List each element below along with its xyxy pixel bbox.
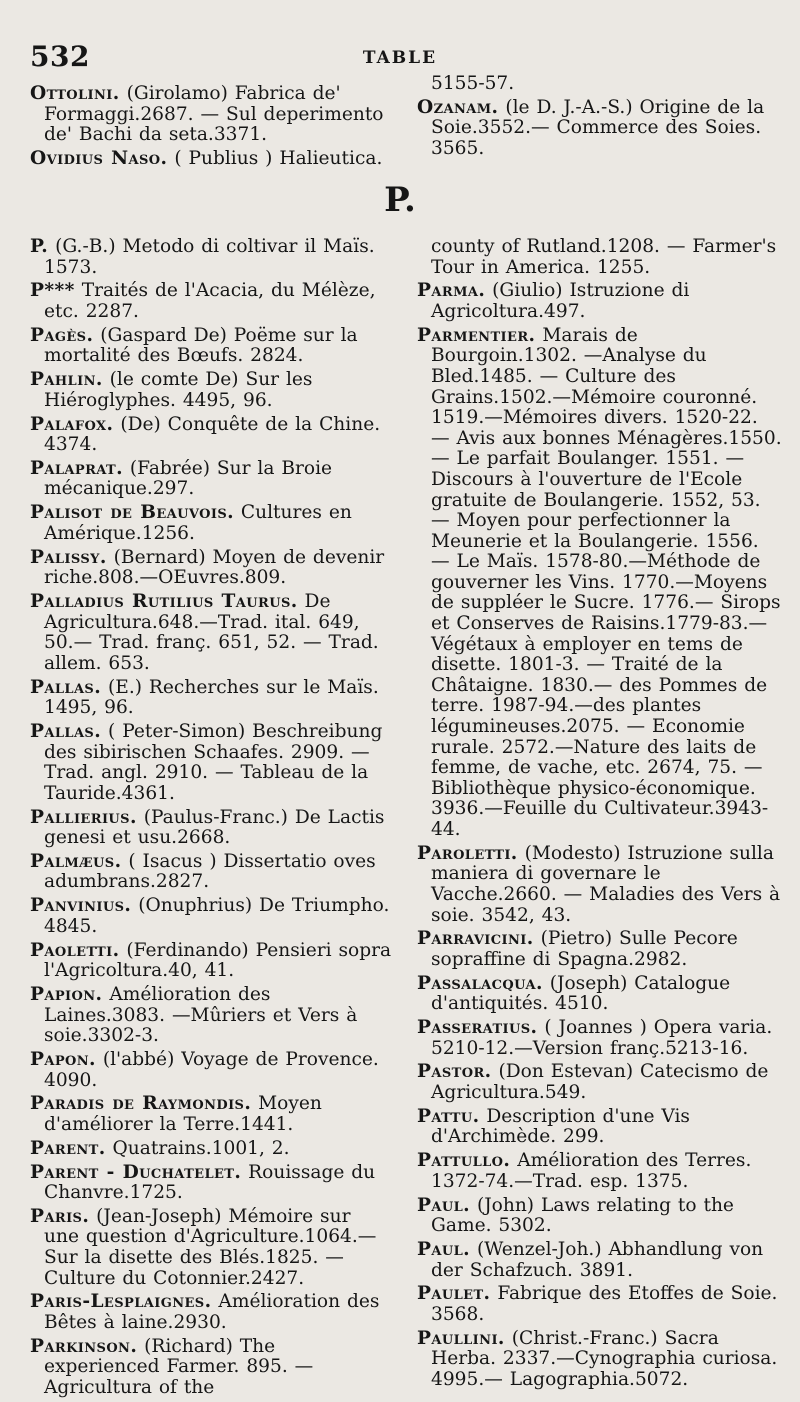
entry-author: P. (30, 236, 49, 257)
index-entry (30, 896, 392, 937)
index-entry (30, 281, 392, 322)
entry-text: 5155-57. (431, 73, 515, 94)
entry-text: (Bernard) Moyen de devenir riche.808.—OEuvres.809. (44, 546, 385, 589)
entry-author: Palaprat. (30, 457, 123, 479)
entry-author: Palladius Rutilius Taurus. (30, 591, 298, 612)
entry-text: Rouissage du Chanvre.1725. (44, 1161, 376, 1204)
index-entry (30, 1337, 392, 1399)
entry-text: (l'abbé) Voyage de Provence. 4090. (44, 1048, 379, 1091)
entry-author: Parma. (417, 280, 486, 302)
entry-author: Pahlin. (30, 369, 103, 391)
entry-author: Palissy. (30, 546, 107, 568)
entry-author: Pattu. (417, 1105, 480, 1127)
entry-author: Parkinson. (30, 1335, 138, 1357)
entry-author: Palisot de Beauvois. (30, 502, 234, 524)
entry-author: Parent - Duchatelet. (30, 1161, 242, 1183)
entry-text: ( Joannes ) Opera varia. 5210-12.—Version franç.5213-16. (431, 1017, 773, 1059)
entry-author: Ovidius Naso. (30, 147, 168, 169)
column-top-left (30, 84, 392, 173)
index-entry (417, 1107, 782, 1148)
page-number: 532 (30, 40, 90, 73)
entry-author: Palafox. (30, 413, 114, 435)
index-entry (417, 1018, 782, 1059)
index-entry (30, 84, 392, 146)
running-title: TABLE (362, 48, 438, 68)
entry-text: De Agricultura.648.—Trad. ital. 649, 50.— Trad. franç. 651, 52. — Trad. allem. 653. (44, 591, 379, 674)
entry-text: (Giulio) Istruzione di Agricoltura.497. (431, 280, 690, 322)
entry-text: (Don Estevan) Catecismo de Agricultura.549. (431, 1061, 769, 1104)
entry-author: Panvinius. (30, 895, 132, 917)
index-entry (30, 1292, 392, 1333)
index-entry (30, 503, 392, 544)
entry-author: Paulet. (417, 1283, 491, 1305)
entry-text: Amélioration des Bêtes à laine.2930. (44, 1291, 380, 1334)
entry-text: (Girolamo) Fabrica de' Formaggi.2687. — Sul deperimento de' Bachi da seta.3371. (44, 83, 384, 146)
entry-text: (le D. J.-A.-S.) Origine de la Soie.3552.— Commerce des Soies. 3565. (431, 96, 765, 159)
entry-text: (G.-B.) Metodo di coltivar il Maïs. 1573. (44, 236, 375, 278)
entry-author: Paullini. (417, 1327, 505, 1349)
entry-text: (Gaspard De) Poëme sur la mortalité des Bœufs. 2824. (44, 324, 358, 367)
entry-text: Traités de l'Acacia, du Mélèze, etc. 2287. (44, 280, 376, 322)
entry-text: (Onuphrius) De Triumpho. 4845. (44, 895, 390, 937)
entry-author: Palmæus. (30, 850, 122, 872)
index-entry (30, 941, 392, 982)
entry-text: (John) Laws relating to the Game. 5302. (431, 1194, 734, 1237)
entry-text: Quatrains.1001, 2. (112, 1137, 290, 1159)
index-entry (30, 985, 392, 1047)
index-entry (417, 281, 782, 322)
entry-author: Paoletti. (30, 939, 120, 961)
index-entry (417, 237, 782, 278)
entry-text: ( Isacus ) Dissertatio oves adumbrans.2827. (44, 850, 376, 893)
index-entry (417, 974, 782, 1015)
entry-author: Parmentier. (417, 324, 536, 346)
index-entry (30, 592, 392, 674)
entry-author: Papon. (30, 1048, 96, 1070)
entry-text: (E.) Recherches sur le Maïs. 1495, 96. (44, 676, 379, 719)
entry-text: (le comte De) Sur les Hiéroglyphes. 4495, 96. (44, 369, 313, 411)
entry-author: Passalacqua. (417, 972, 543, 994)
entry-text: (Joseph) Catalogue d'antiquités. 4510. (431, 972, 731, 1015)
entry-author: Pallas. (30, 720, 102, 742)
index-entry (30, 722, 392, 804)
index-entry (30, 1050, 392, 1091)
index-entry (30, 678, 392, 719)
index-entry (30, 1094, 392, 1135)
index-entry (417, 844, 782, 926)
entry-author: P*** (30, 280, 75, 302)
index-entry (417, 1062, 782, 1103)
entry-text: Description d'une Vis d'Archimède. 299. (431, 1105, 690, 1148)
entry-text: Fabrique des Etoffes de Soie. 3568. (431, 1283, 778, 1325)
index-entry (30, 237, 392, 278)
entry-author: Pallas. (30, 676, 102, 698)
entry-text: (Modesto) Istruzione sulla maniera di governare le Vacche.2660. — Maladies des Vers à soie. 3542, 43. (431, 842, 781, 926)
entry-author: Paul. (417, 1194, 471, 1216)
section-letter: P. (384, 180, 416, 220)
entry-text: Amélioration des Terres. 1372-74.—Trad. esp. 1375. (431, 1150, 752, 1192)
index-entry (417, 1284, 782, 1325)
index-entry (30, 149, 392, 170)
entry-author: Pagès. (30, 324, 94, 346)
index-entry (417, 98, 782, 160)
index-entry (30, 1207, 392, 1289)
entry-text: (Paulus-Franc.) De Lactis genesi et usu.2668. (44, 806, 385, 849)
entry-text: (Wenzel-Joh.) Abhandlung von der Schafzuch. 3891. (431, 1238, 764, 1281)
entry-text: Amélioration des Laines.3083. —Mûriers et Vers à soie.3302-3. (44, 984, 358, 1047)
entry-text: ( Peter-Simon) Beschreibung des sibirischen Schaafes. 2909. — Trad. angl. 2910. — Tableau de la Tauride.4361. (44, 720, 383, 804)
entry-author: Pastor. (417, 1061, 492, 1083)
column-top-right (417, 74, 782, 163)
entry-author: Parravicini. (417, 928, 534, 950)
index-entry (417, 929, 782, 970)
entry-text: county of Rutland.1208. — Farmer's Tour in America. 1255. (431, 236, 777, 278)
entry-author: Papion. (30, 984, 103, 1005)
index-entry (30, 808, 392, 849)
index-entry (30, 370, 392, 411)
entry-author: Passeratius. (417, 1017, 538, 1039)
entry-text: (Jean-Joseph) Mémoire sur une question d'Agriculture.1064.—Sur la disette des Blés.1825. — Culture du Cotonnier.2427. (44, 1205, 377, 1289)
entry-author: Paroletti. (417, 842, 518, 864)
entry-author: Parent. (30, 1137, 106, 1159)
index-entry (30, 415, 392, 456)
column-right (417, 237, 782, 1394)
index-entry (30, 326, 392, 367)
entry-author: Paris. (30, 1205, 90, 1227)
index-entry (30, 459, 392, 500)
entry-text: ( Publius ) Halieutica. (174, 147, 383, 169)
entry-text: Cultures en Amérique.1256. (44, 502, 352, 544)
index-entry (30, 548, 392, 589)
index-entry (30, 852, 392, 893)
entry-text: Moyen d'améliorer la Terre.1441. (44, 1093, 322, 1135)
entry-text: (Christ.-Franc.) Sacra Herba. 2337.—Cynographia curiosa. 4995.— Lagographia.5072. (431, 1327, 778, 1390)
index-entry (417, 1196, 782, 1237)
entry-author: Ozanam. (417, 96, 499, 118)
index-entry (417, 1151, 782, 1192)
index-entry (417, 326, 782, 841)
index-entry (30, 1163, 392, 1204)
entry-author: Ottolini. (30, 83, 120, 104)
entry-text: (Ferdinando) Pensieri sopra l'Agricoltura.40, 41. (44, 939, 392, 982)
entry-author: Pattullo. (417, 1150, 511, 1172)
entry-author: Paul. (417, 1238, 471, 1260)
entry-author: Pallierius. (30, 806, 137, 828)
entry-author: Paradis de Raymondis. (30, 1093, 252, 1115)
entry-text: (Pietro) Sulle Pecore sopraffine di Spagna.2982. (431, 928, 738, 970)
entry-text: (Fabrée) Sur la Broie mécanique.297. (44, 457, 333, 500)
entry-text: (Richard) The experienced Farmer. 895. — Agricultura of the (44, 1335, 314, 1398)
index-entry (417, 1329, 782, 1391)
entry-author: Paris-Lesplaignes. (30, 1291, 212, 1313)
index-entry (417, 74, 782, 95)
column-left (30, 237, 392, 1402)
index-entry (417, 1240, 782, 1281)
entry-text: Marais de Bourgoin.1302. —Analyse du Bled.1485. — Culture des Grains.1502.—Mémoire couronné. 1519.—Mémoires divers. 1520-22. — Avis aux bonnes Ménagères.1550. — Le parfait Boulanger. 1551. — Discours à l'ouverture de l'Ecole gratuite de Boulangerie. 1552, 53. — Moyen pour perfectionner la Meunerie et la Boulangerie. 1556. — Le Maïs. 1578-80.—Méthode de gouverner les Vins. 1770.—Moyens de suppléer le Sucre. 1776.— Sirops et Conserves de Raisins.1779-83.— Végétaux à employer en tems de disette. 1801-3. — Traité de la Châtaigne. 1830.— des Pommes de terre. 1987-94.—des plantes légumineuses.2075. — Economie rurale. 2572.—Nature des laits de femme, de vache, etc. 2674, 75. — Bibliothèque physico-économique. 3936.—Feuille du Cultivateur.3943-44. (431, 324, 782, 840)
index-entry (30, 1139, 392, 1160)
entry-text: (De) Conquête de la Chine. 4374. (44, 413, 381, 456)
